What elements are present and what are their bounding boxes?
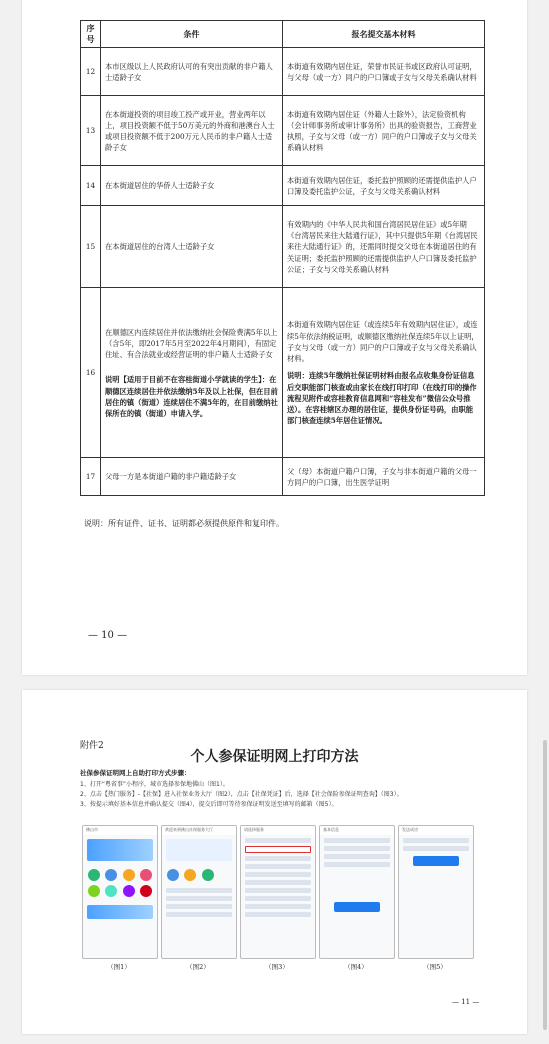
figure-2-phone (161, 825, 237, 959)
confirm-button-image (334, 902, 380, 912)
list-item (245, 888, 311, 893)
page-number: — 11 — (452, 998, 480, 1006)
figure-1-phone (82, 825, 158, 959)
row-condition-cell (101, 288, 283, 458)
table-row (81, 166, 485, 206)
service-icon (105, 869, 117, 881)
figure-caption: （图4） (344, 963, 368, 971)
service-select-title: 请选择服务 (241, 826, 315, 835)
service-icon (140, 869, 152, 881)
list-item (245, 904, 311, 909)
figure-4-phone (319, 825, 395, 959)
row-condition: 在本街道居住的华侨人士适龄子女 (101, 166, 283, 206)
service-icon (167, 869, 179, 881)
row-materials: 父（母）本街道户籍户口簿，子女与非本街道户籍的父母一方同户的户口簿，出生医学证明 (283, 458, 485, 496)
header-condition: 条件 (101, 21, 283, 48)
service-icon (88, 869, 100, 881)
service-icon (123, 885, 135, 897)
requirements-table (80, 20, 485, 496)
service-icon (88, 885, 100, 897)
screenshot-figures (82, 825, 472, 957)
row-materials: 有效期内的《中华人民共和国台湾居民居住证》或5年期《台湾居民来往大陆通行证》，其中只提供5年期《台湾居民来往大陆通行证》的，还需同时提交父母在本街道居住的有关证明；委托监护照顾的还需提供监护人户口簿及委托监护公证；子女与父母关系确认材料 (283, 206, 485, 288)
figure-caption: （图3） (265, 963, 289, 971)
attachment-label: 附件2 (80, 741, 104, 751)
document-note: 说明：所有证件、证书、证明都必须提供原件和复印件。 (84, 519, 284, 528)
form-field (324, 846, 390, 851)
figure-5-phone (398, 825, 474, 959)
service-icon (140, 885, 152, 897)
promo-image (87, 905, 153, 919)
list-item (166, 904, 232, 909)
basic-info-title: 基本信息 (320, 826, 394, 835)
page-title: 个人参保证明网上打印方法 (190, 749, 359, 765)
message-line (403, 838, 469, 843)
row-condition: 在本街道投资的项目竣工投产或开业，营业两年以上，项目投资额不低于50万美元的外商和港澳台人士或项目投资额不低于200万元人民币的非户籍人士适龄子女 (101, 96, 283, 166)
list-item (245, 896, 311, 901)
form-field (324, 838, 390, 843)
row-condition: 在本街道居住的台湾人士适龄子女 (101, 206, 283, 288)
list-item (166, 888, 232, 893)
service-icon (123, 869, 135, 881)
hall-title: 欢迎来到佛山社保服务大厅 (162, 826, 236, 835)
row-condition: 在顺德区内连续居住并依法缴纳社会保险费满5年以上（含5年，即2017年5月至2022年4月期间），有固定住址、有合法就业或经营证明的非户籍人士适龄子女 (105, 327, 278, 360)
list-item (166, 912, 232, 917)
row-materials-cell (283, 288, 485, 458)
success-title: 发送成功 (399, 826, 473, 835)
service-icon (105, 885, 117, 897)
table-row (81, 96, 485, 166)
page-number: — 10 — (88, 630, 128, 641)
step-2: 2、点击【热门服务】-【社保】进入社保业务大厅（图2），点击【社保凭证】后，选择【社会保险参保证明查询】（图3）。 (80, 791, 403, 798)
table-row (81, 288, 485, 458)
figure-caption: （图5） (423, 963, 447, 971)
hall-banner (166, 839, 232, 861)
highlighted-list-item (245, 846, 311, 853)
service-icon-grid (83, 865, 157, 901)
done-button-image (413, 856, 459, 866)
hall-icon-grid (162, 865, 236, 885)
row-materials: 本街道有效期内居住证，委托监护照顾的还需提供监护人户口簿及委托监护公证，子女与父母关系确认材料 (283, 166, 485, 206)
row-materials: 本街道有效期内居住证（或连续5年有效期内居住证），或连续5年依法纳税证明，或顺德区缴纳社保连续5年以上证明，子女与父母（或一方）同户的户口簿或子女与父母关系确认材料。 (287, 320, 479, 364)
service-icon (184, 869, 196, 881)
row-condition-note: 说明【适用于目前不在容桂街道小学就读的学生】：在顺德区连续居住并依法缴纳5年及以上社保，但在目前居住的镇（街道）连续居住不满5年的，在目前缴纳社保所在的镇（街道）申请入学。 (105, 375, 278, 418)
form-field (324, 854, 390, 859)
row-number: 12 (81, 48, 101, 96)
list-item (245, 838, 311, 843)
table-row (81, 458, 485, 496)
list-item (245, 864, 311, 869)
figure-3-phone (240, 825, 316, 959)
row-condition: 父母一方是本街道户籍的非户籍适龄子女 (101, 458, 283, 496)
header-number: 序号 (81, 21, 101, 48)
row-condition: 本市区级以上人民政府认可的有突出贡献的非户籍人士适龄子女 (101, 48, 283, 96)
figure-caption: （图1） (107, 963, 131, 971)
row-materials: 本街道有效期内居住证（外籍人士除外），法定验资机构（会计师事务所或审计事务所）出具的验资报告，工商营业执照，子女与父母（或一方）同户的户口簿或子女与父母关系确认材料 (283, 96, 485, 166)
row-number: 13 (81, 96, 101, 166)
steps-title: 社保参保证明网上自助打印方式步骤： (80, 769, 191, 777)
figure-captions (82, 962, 472, 972)
step-1: 1、打开“粤省事”小程序，城市选择参保地佛山（图1）。 (80, 781, 229, 788)
row-number: 14 (81, 166, 101, 206)
table-row (81, 48, 485, 96)
step-3: 3、按提示填好基本信息并确认提交（图4），提交后即可等待参保证明发送至填写的邮箱（图5）。 (80, 801, 338, 808)
row-materials: 本街道有效期内居住证，荣誉市民证书或区政府认可证明，与父母（或一方）同户的户口簿或子女与父母关系确认材料 (283, 48, 485, 96)
list-item (245, 872, 311, 877)
document-page-11 (22, 690, 527, 1034)
row-materials-note: 说明：连续5年缴纳社保证明材料由报名点收集身份证信息后交职能部门核查或由家长在线打印打印（在线打印的操作流程见附件或容桂教育信息网和“容桂发布”微信公众号推送）。在容桂辖区办理的居住证，提供身份证号码，由职能部门核查连续5年居住证情况。 (287, 371, 477, 426)
figure-caption: （图2） (186, 963, 210, 971)
list-item (166, 896, 232, 901)
list-item (245, 912, 311, 917)
table-row (81, 206, 485, 288)
form-field (324, 862, 390, 867)
message-line (403, 846, 469, 851)
header-materials: 报名提交基本材料 (283, 21, 485, 48)
banner-image (87, 839, 153, 861)
scrollbar[interactable] (543, 740, 547, 1030)
table-header-row (81, 21, 485, 48)
row-number: 16 (81, 288, 101, 458)
service-icon (202, 869, 214, 881)
document-page-10 (22, 0, 527, 675)
city-label: 佛山市 (83, 826, 157, 835)
list-item (245, 856, 311, 861)
row-number: 17 (81, 458, 101, 496)
row-number: 15 (81, 206, 101, 288)
list-item (245, 880, 311, 885)
